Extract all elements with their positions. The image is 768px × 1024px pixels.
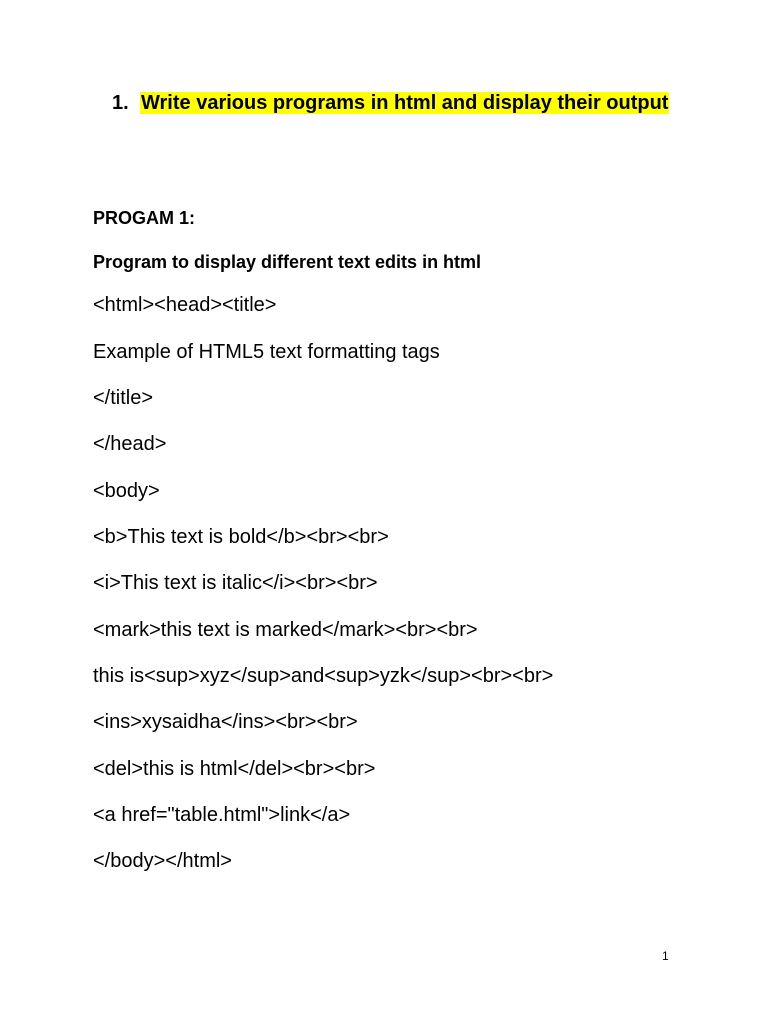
code-line: </title> <box>93 387 154 409</box>
program-title: Program to display different text edits in html <box>93 252 482 272</box>
program-label: PROGAM 1: <box>93 208 196 228</box>
code-line: this is<sup>xyz</sup>and<sup>yzk</sup><br><br> <box>93 665 554 687</box>
code-line: <i>This text is italic</i><br><br> <box>93 572 378 594</box>
code-line: <del>this is html</del><br><br> <box>93 758 376 780</box>
code-line: <html><head><title> <box>93 294 277 316</box>
code-line: <b>This text is bold</b><br><br> <box>93 526 389 548</box>
page-number: 1 <box>662 949 669 963</box>
code-line: </body></html> <box>93 850 232 872</box>
code-line: <ins>xysaidha</ins><br><br> <box>93 711 358 733</box>
heading <box>112 88 672 118</box>
code-line: </head> <box>93 433 167 455</box>
heading-text: Write various programs in html and display their output <box>141 92 669 114</box>
code-line: <body> <box>93 480 160 502</box>
code-line: Example of HTML5 text formatting tags <box>93 341 440 363</box>
code-line: <mark>this text is marked</mark><br><br> <box>93 619 478 641</box>
code-line: <a href="table.html">link</a> <box>93 804 351 826</box>
heading-number: 1. <box>112 92 129 114</box>
